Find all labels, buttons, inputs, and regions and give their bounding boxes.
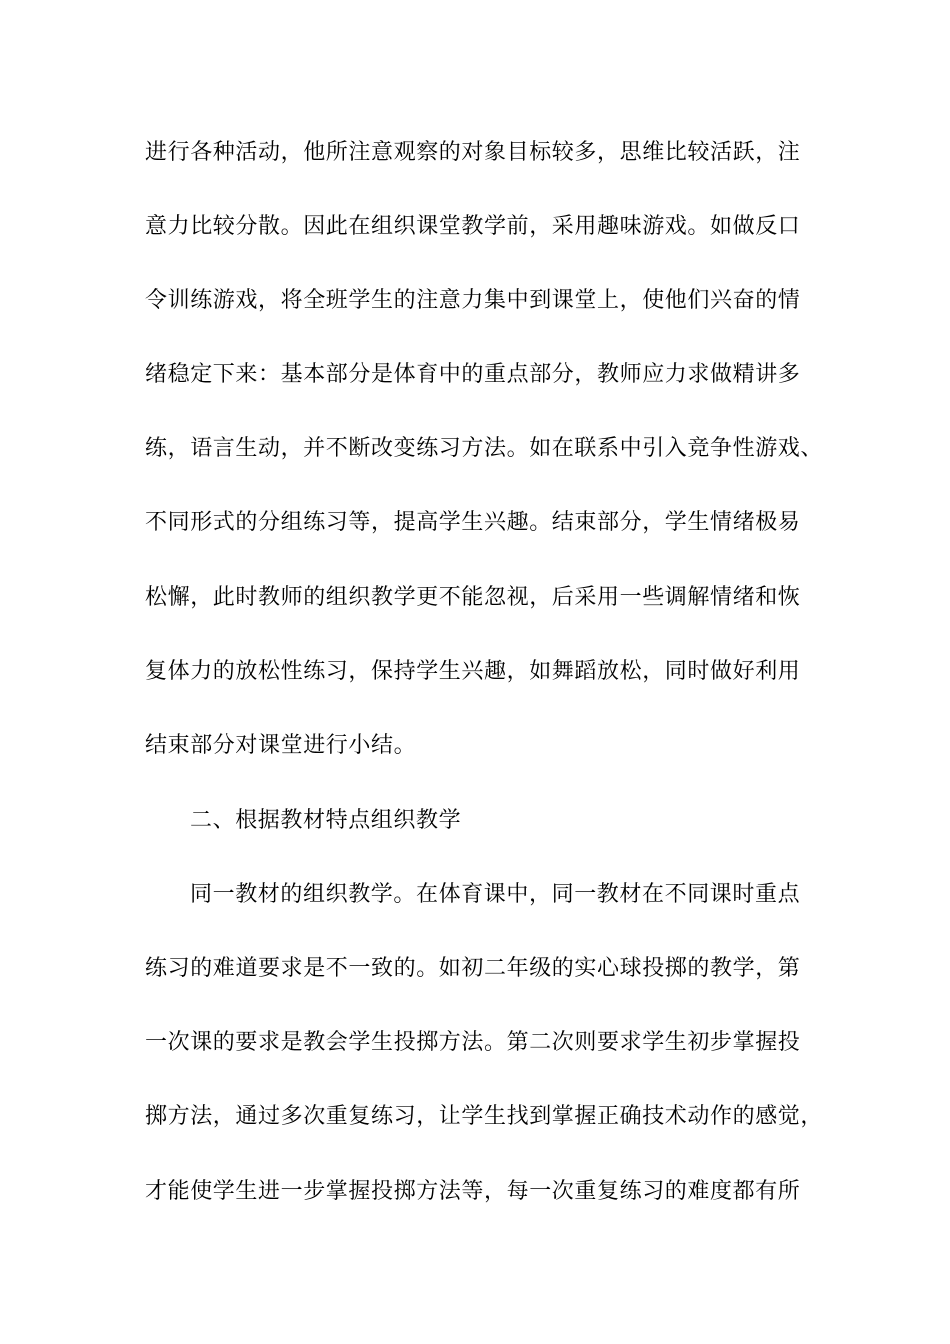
text-line: 复体力的放松性练习，保持学生兴趣，如舞蹈放松，同时做好利用 <box>145 659 801 684</box>
text-line: 练，语言生动，并不断改变练习方法。如在联系中引入竞争性游戏、 <box>145 436 824 461</box>
text-line: 练习的难道要求是不一致的。如初二年级的实心球投掷的教学，第 <box>145 956 801 981</box>
text-line: 松懈，此时教师的组织教学更不能忽视，后采用一些调解情绪和恢 <box>145 585 801 610</box>
text-line: 掷方法，通过多次重复练习，让学生找到掌握正确技术动作的感觉， <box>145 1104 824 1129</box>
text-line: 不同形式的分组练习等，提高学生兴趣。结束部分，学生情绪极易 <box>145 510 801 535</box>
section-heading: 二、根据教材特点组织教学 <box>190 808 462 833</box>
text-line: 令训练游戏，将全班学生的注意力集中到课堂上，使他们兴奋的情 <box>145 288 801 313</box>
text-line: 结束部分对课堂进行小结。 <box>145 733 417 758</box>
text-line: 一次课的要求是教会学生投掷方法。第二次则要求学生初步掌握投 <box>145 1030 801 1055</box>
text-line: 绪稳定下来：基本部分是体育中的重点部分，教师应力求做精讲多 <box>145 362 801 387</box>
text-line: 才能使学生进一步掌握投掷方法等，每一次重复练习的难度都有所 <box>145 1179 801 1204</box>
paragraph-first-line: 同一教材的组织教学。在体育课中，同一教材在不同课时重点 <box>190 882 801 907</box>
text-line: 意力比较分散。因此在组织课堂教学前，采用趣味游戏。如做反口 <box>145 214 801 239</box>
text-line: 进行各种活动，他所注意观察的对象目标较多，思维比较活跃，注 <box>145 140 801 165</box>
